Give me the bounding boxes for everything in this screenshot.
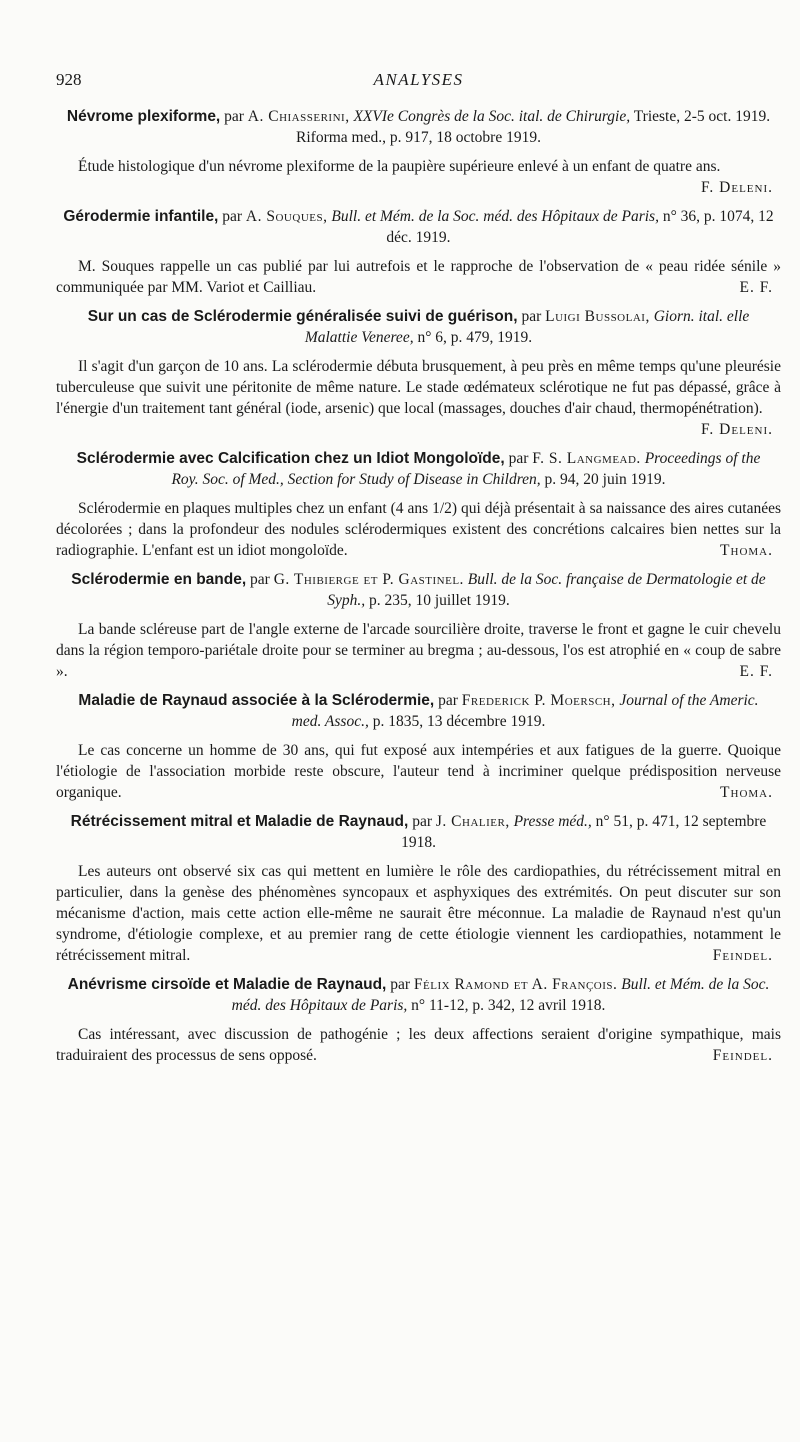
entry-source: XXVIe Congrès de la Soc. ital. de Chirurgie,: [353, 108, 631, 125]
entry-title: Rétrécissement mitral et Maladie de Raynaud,: [70, 813, 409, 830]
entry-text: M. Souques rappelle un cas publié par lui autrefois et le rapproche de l'observation de « peau ridée sénile » communiquée par MM. Variot et Cailliau.: [56, 258, 781, 296]
entry-author: A. Chiasserini,: [247, 108, 350, 125]
abstract-entry: [56, 811, 781, 966]
entry-signature: Thoma.: [720, 542, 773, 559]
abstract-entry: [56, 206, 781, 298]
entry-title: Sclérodermie en bande,: [71, 571, 247, 588]
entry-heading: [56, 974, 781, 1016]
entry-signature: Feindel.: [712, 1047, 773, 1064]
abstract-entry: [56, 448, 781, 561]
entry-heading: [56, 690, 781, 732]
entry-par: par: [224, 108, 244, 125]
abstract-entry: [56, 106, 781, 198]
entry-body: [56, 256, 781, 298]
entry-author: J. Chalier,: [435, 813, 510, 830]
entry-author: Frederick P. Moersch,: [461, 692, 616, 709]
entry-title: Sur un cas de Sclérodermie généralisée suivi de guérison,: [87, 308, 518, 325]
page: [56, 70, 781, 1066]
entry-heading: [56, 811, 781, 853]
entry-title: Névrome plexiforme,: [66, 108, 221, 125]
entry-par: par: [412, 813, 433, 830]
entry-text: Le cas concerne un homme de 30 ans, qui fut exposé aux intempéries et aux fatigues de la guerre. Quoique l'étiologie de l'association morbide reste obscure, l'auteur tend à incriminer quelque prédisposition nerveuse organique.: [56, 742, 781, 801]
entry-body: [56, 156, 781, 198]
entry-signature: F. Deleni.: [701, 179, 773, 196]
abstract-entry: [56, 306, 781, 440]
entry-body: [56, 740, 781, 803]
running-title: ANALYSES: [373, 70, 464, 89]
entry-heading: [56, 569, 781, 611]
entry-source: Bull. de la Soc. française de Dermatologie et de Syph.,: [327, 571, 766, 609]
entry-details: p. 235, 10 juillet 1919.: [368, 592, 510, 609]
entry-text: Les auteurs ont observé six cas qui mettent en lumière le rôle des cardiopathies, du rétrécissement mitral en particulier, dans la genèse des phénomènes syncopaux et asphyxiques des extrémités. On peut discuter sur son mécanisme d'action, mais cette action elle-même ne saurait être méconnue. La maladie de Raynaud n'est qu'un syndrome, d'étiologie complexe, et au premier rang de cette étiologie viennent les cardiopathies, notamment le rétrécissement mitral.: [56, 863, 781, 964]
page-number: 928: [56, 70, 82, 89]
entry-source: Giorn. ital. elle Malattie Veneree,: [304, 308, 750, 346]
entry-signature: F. Deleni.: [701, 421, 773, 438]
entry-author: G. Thibierge et P. Gastinel.: [273, 571, 464, 588]
entry-text: Sclérodermie en plaques multiples chez un enfant (4 ans 1/2) qui déjà présentait à sa naissance des aires cutanées décolorées ; dans la profondeur des nodules sclérodermiques existent des concrétions calcaires bien nettes sur la radiographie. L'enfant est un idiot mongoloïde.: [56, 500, 781, 559]
abstract-entry: [56, 569, 781, 682]
entry-author: Félix Ramond et A. François.: [413, 976, 618, 993]
entry-signature: E. F.: [739, 663, 773, 680]
entry-body: [56, 498, 781, 561]
entry-text: Il s'agit d'un garçon de 10 ans. La sclérodermie débuta brusquement, à peu près en même temps qu'une pleurésie tuberculeuse que suivit une péritonite de même nature. Le stade œdémateux sclérotique ne fut pas dépassé, grâce à l'énergie d'un traitement tant général (iode, arsenic) que local (massages, douches d'air chaud, thermopénétration).: [56, 358, 781, 417]
entry-heading: [56, 206, 781, 248]
entry-source: Journal of the Americ. med. Assoc.,: [291, 692, 759, 730]
entry-signature: Thoma.: [720, 784, 773, 801]
entry-par: par: [222, 208, 243, 225]
entry-text: La bande scléreuse part de l'angle externe de l'arcade sourcilière droite, traverse le front et gagne le cuir chevelu dans la région temporo-pariétale droite pour se terminer au bregma ; au-dessous, l'os est atrophié en « coup de sabre ».: [56, 621, 781, 680]
entry-body: [56, 861, 781, 966]
entry-source: Bull. et Mém. de la Soc. méd. des Hôpitaux de Paris,: [331, 208, 659, 225]
entry-details: n° 11-12, p. 342, 12 avril 1918.: [411, 997, 606, 1014]
entry-par: par: [250, 571, 270, 588]
entry-heading: [56, 448, 781, 490]
entry-source: Presse méd.,: [513, 813, 592, 830]
page-header: [56, 70, 781, 98]
entry-signature: Feindel.: [712, 947, 773, 964]
entry-text: Étude histologique d'un névrome plexiforme de la paupière supérieure enlevé à un enfant de quatre ans.: [78, 158, 721, 175]
entry-author: F. S. Langmead.: [532, 450, 641, 467]
entry-heading: [56, 106, 781, 148]
entry-title: Gérodermie infantile,: [63, 208, 219, 225]
entry-source: Proceedings of the Roy. Soc. of Med., Section for Study of Disease in Children,: [171, 450, 761, 488]
entry-signature: E. F.: [739, 279, 773, 296]
entry-details: p. 1835, 13 décembre 1919.: [372, 713, 546, 730]
entry-body: [56, 356, 781, 440]
entry-title: Sclérodermie avec Calcification chez un Idiot Mongoloïde,: [76, 450, 505, 467]
entry-text: Cas intéressant, avec discussion de pathogénie ; les deux affections seraient d'origine sympathique, mais traduiraient des processus de sens opposé.: [56, 1026, 781, 1064]
entry-author: Luigi Bussolai,: [545, 308, 650, 325]
entry-details: n° 36, p. 1074, 12 déc. 1919.: [386, 208, 774, 246]
abstract-entry: [56, 974, 781, 1066]
abstract-entry: [56, 690, 781, 803]
entry-title: Anévrisme cirsoïde et Maladie de Raynaud,: [67, 976, 387, 993]
entry-par: par: [521, 308, 542, 325]
entry-author: A. Souques,: [245, 208, 328, 225]
entry-details: p. 94, 20 juin 1919.: [544, 471, 666, 488]
entry-details: n° 51, p. 471, 12 septembre 1918.: [401, 813, 767, 851]
entry-title: Maladie de Raynaud associée à la Sclérodermie,: [78, 692, 435, 709]
entry-details: Trieste, 2-5 oct. 1919. Riforma med., p. 917, 18 octobre 1919.: [296, 108, 771, 146]
entry-par: par: [390, 976, 411, 993]
entry-source: Bull. et Mém. de la Soc. méd. des Hôpitaux de Paris,: [231, 976, 770, 1014]
entry-body: [56, 1024, 781, 1066]
entry-heading: [56, 306, 781, 348]
entry-body: [56, 619, 781, 682]
entry-par: par: [438, 692, 458, 709]
entry-par: par: [508, 450, 529, 467]
entry-details: n° 6, p. 479, 1919.: [417, 329, 533, 346]
